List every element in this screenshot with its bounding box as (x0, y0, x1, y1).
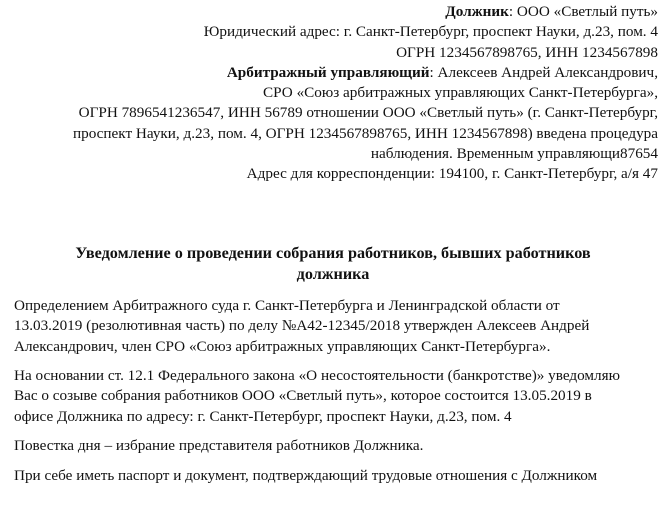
manager-value: : Алексеев Андрей Александрович, (429, 63, 658, 81)
debtor-line (18, 2, 658, 22)
paragraph-line: Повестка дня – избрание представителя работников Должника. (14, 437, 424, 454)
paragraph-line: 13.03.2019 (резолютивная часть) по делу №А42-12345/2018 утвержден Алексеев Андрей (14, 317, 590, 335)
manager-label: Арбитражный управляющий (226, 63, 430, 81)
paragraph-line: Определением Арбитражного суда г. Санкт-Петербурга и Ленинградской области от (14, 297, 560, 314)
document-header (18, 2, 658, 185)
notice-title (0, 243, 666, 285)
paragraph-court-ruling (14, 296, 654, 357)
legal-address: Юридический адрес: г. Санкт-Петербург, проспект Науки, д.23, пом. 4 (203, 23, 658, 41)
paragraph-meeting-notice (14, 366, 654, 427)
manager-detail-line: СРО «Союз арбитражных управляющих Санкт-Петербурга», (263, 84, 658, 102)
notice-title-line: Уведомление о проведении собрания работников, бывших работников (75, 244, 591, 262)
debtor-ogrn-inn: ОГРН 1234567898765, ИНН 1234567898 (396, 43, 658, 61)
manager-detail-line: проспект Науки, д.23, пом. 4, ОГРН 1234567898765, ИНН 1234567898) введена процедура (72, 124, 658, 142)
paragraph-line: Вас о созыве собрания работников ООО «Светлый путь», которое состоится 13.05.2019 в (14, 387, 592, 405)
paragraph-agenda (14, 436, 654, 456)
manager-detail-line: ОГРН 7896541236547, ИНН 56789 отношении ООО «Светлый путь» (г. Санкт-Петербург, (78, 104, 658, 122)
notice-title-line: должника (296, 265, 370, 283)
paragraph-documents (14, 466, 654, 486)
correspondence-address: Адрес для корреспонденции: 194100, г. Санкт-Петербург, а/я 47 (246, 165, 658, 183)
debtor-value: : ООО «Светлый путь» (508, 3, 658, 20)
paragraph-line: При себе иметь паспорт и документ, подтверждающий трудовые отношения с Должником (14, 467, 598, 484)
paragraph-line: На основании ст. 12.1 Федерального закона «О несостоятельности (банкротстве)» уведомляю (14, 367, 620, 384)
paragraph-line: офисе Должника по адресу: г. Санкт-Петербург, проспект Науки, д.23, пом. 4 (14, 407, 512, 425)
manager-line (18, 63, 658, 83)
manager-detail-line: наблюдения. Временным управляющи87654 (370, 145, 658, 163)
debtor-label: Должник (445, 3, 509, 20)
paragraph-line: Александрович, член СРО «Союз арбитражных управляющих Санкт-Петербурга». (14, 337, 551, 355)
